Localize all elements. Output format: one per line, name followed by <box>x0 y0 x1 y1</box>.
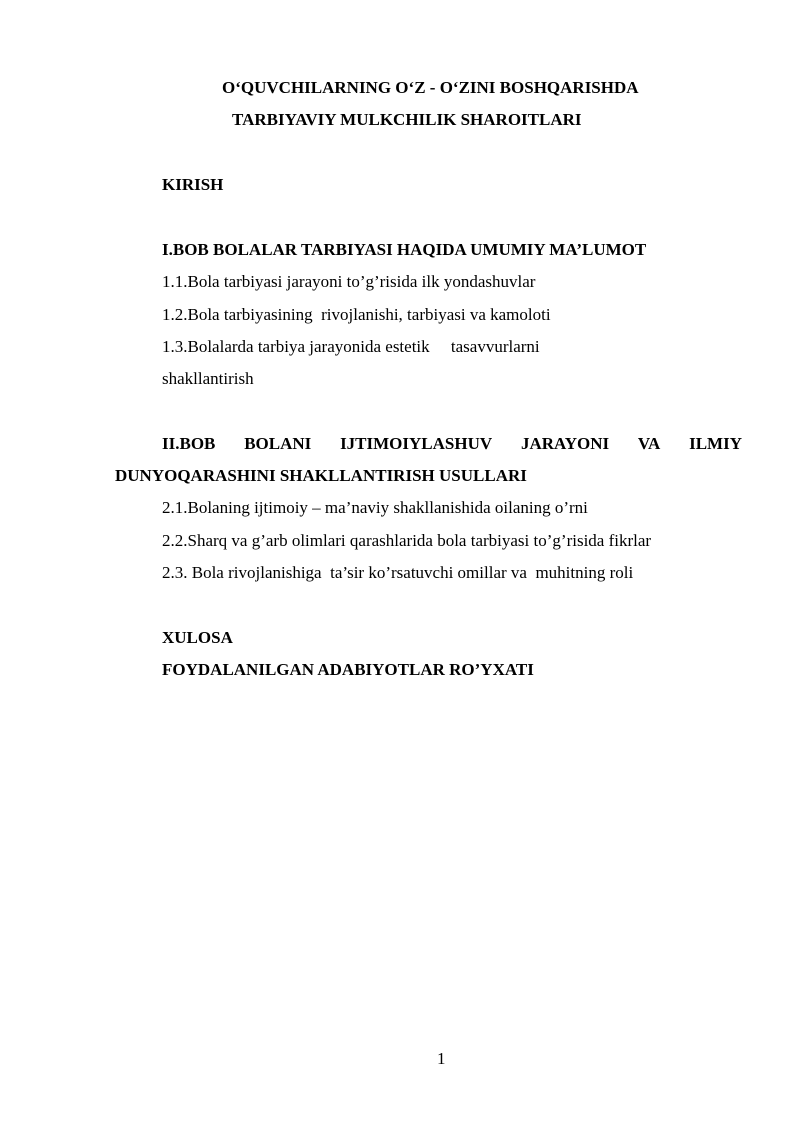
chapter2-heading-word: JARAYONI <box>520 434 610 453</box>
title-line-1: O‘QUVCHILARNING O‘Z - O‘ZINI BOSHQARISHDA <box>222 78 639 97</box>
chapter2-item-3: 2.3. Bola rivojlanishiga ta’sir ko’rsatuvchi omillar va muhitning roli <box>162 563 634 582</box>
chapter2-heading-word: BOLANI <box>244 434 312 453</box>
intro-heading: KIRISH <box>162 175 224 194</box>
chapter1-item-3-continued: shakllantirish <box>162 369 254 388</box>
chapter1-item-3: 1.3.Bolalarda tarbiya jarayonida estetik tasavvurlarni <box>162 337 540 356</box>
chapter2-heading-word: II.BOB <box>162 434 216 453</box>
chapter2-heading-line-2: DUNYOQARASHINI SHAKLLANTIRISH USULLARI <box>115 466 527 485</box>
references-heading: FOYDALANILGAN ADABIYOTLAR RO’YXATI <box>162 660 534 679</box>
chapter2-heading-word: VA <box>637 434 661 453</box>
chapter2-heading-line-1 <box>162 433 742 455</box>
chapter2-heading-word: IJTIMOIYLASHUV <box>340 434 493 453</box>
chapter2-item-2: 2.2.Sharq va g’arb olimlari qarashlarida bola tarbiyasi to’g’risida fikrlar <box>162 531 652 550</box>
conclusion-heading: XULOSA <box>162 628 233 647</box>
chapter2-heading-word: ILMIY <box>689 434 742 453</box>
title-line-2: TARBIYAVIY MULKCHILIK SHAROITLARI <box>232 110 582 129</box>
chapter1-item-2: 1.2.Bola tarbiyasining rivojlanishi, tarbiyasi va kamoloti <box>162 305 551 324</box>
chapter1-heading: I.BOB BOLALAR TARBIYASI HAQIDA UMUMIY MA’LUMOT <box>162 240 647 259</box>
chapter2-item-1: 2.1.Bolaning ijtimoiy – ma’naviy shakllanishida oilaning o’rni <box>162 498 588 517</box>
page-number: 1 <box>437 1049 446 1068</box>
chapter1-item-1: 1.1.Bola tarbiyasi jarayoni to’g’risida ilk yondashuvlar <box>162 272 536 291</box>
